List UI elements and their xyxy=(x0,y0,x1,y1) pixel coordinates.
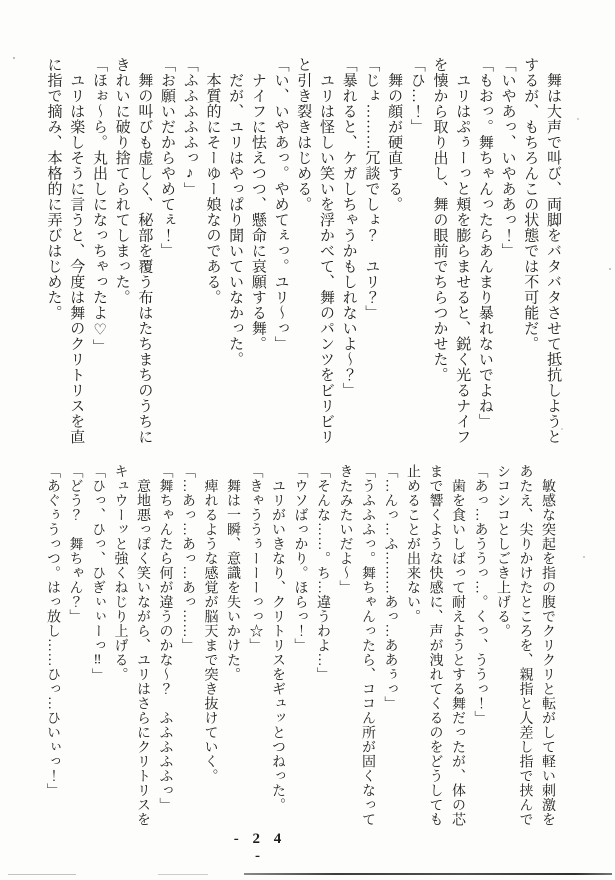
text-line: と引き裂きはじめる。 xyxy=(295,57,312,212)
text-line: キュウーッと強くねじり上げる。 xyxy=(112,464,128,682)
text-line: 「ひ…！」 xyxy=(408,57,425,135)
text-line: きれいに破り捨てられてしまった。 xyxy=(113,57,130,305)
text-line: 「うふふふっ。舞ちゃんったら、ココん所が固くなって xyxy=(360,464,375,827)
text-line: 本質的にそーゆー娘なのである。 xyxy=(204,57,221,305)
text-line: 「いやあっ、いやああっ！」 xyxy=(499,57,516,259)
scan-streak-bottom-mid xyxy=(158,874,208,875)
text-block-upper xyxy=(41,57,564,445)
text-line: 舞の顔が硬直する。 xyxy=(386,57,403,212)
text-line: 「お願いだからやめてぇ！」 xyxy=(159,57,176,259)
text-block-lower xyxy=(38,464,558,827)
text-line: 「ひっ、ひっ、ひぎぃぃーっ‼」 xyxy=(90,464,105,683)
scan-streak-bottom-left xyxy=(8,874,76,875)
text-line: に指で摘み、本格的に弄びはじめた。 xyxy=(45,57,62,321)
text-line: 敏感な突起を指の腹でクリクリと転がして軽い刺激を xyxy=(540,464,555,827)
text-line: 「ウソばっかり。ほらっ！」 xyxy=(292,464,308,653)
text-line: 意地悪っぽく笑いながら、ユリはさらにクリトリスを xyxy=(135,464,150,827)
text-line: 止めることが出来ない。 xyxy=(405,464,420,624)
page-number: - 2 4 - xyxy=(233,831,287,864)
text-line: ユリはぷぅーっと頬を膨らませると、鋭く光るナイフ xyxy=(454,57,471,445)
text-line: ナイフに怯えつつ、懸命に哀願する舞。 xyxy=(249,57,266,352)
text-line: シコシコとしごき上げる。 xyxy=(495,464,510,638)
text-line: 「舞ちゃんたら何が違うのかな〜？ ふふふふふっ」 xyxy=(157,464,173,812)
text-line: 「あっ…あううっ…。くっ、ううっ！」 xyxy=(472,464,488,725)
scan-speck xyxy=(583,556,585,558)
text-line: 「じょ………冗談でしょ？ ユリ？」 xyxy=(363,57,380,321)
text-line: 痺れるような感覚が脳天まで突き抜けていく。 xyxy=(202,464,218,783)
text-line: 「どう？ 舞ちゃん？」 xyxy=(67,464,83,624)
text-line: 「暴れると、ケガしちゃうかもしれないよ〜？」 xyxy=(340,57,357,398)
text-line: 「…あっ…あっ…あっ……」 xyxy=(180,464,195,653)
text-line: 「ほぉ〜ら。丸出しになっちゃったよ♡」 xyxy=(90,57,107,355)
text-line: 「きゃううぅーーーっっ☆」 xyxy=(247,464,263,653)
scan-speck xyxy=(609,268,611,270)
text-line: を懐から取り出し、舞の眼前でちらつかせた。 xyxy=(431,57,448,383)
text-line: 舞は一瞬、意識を失いかけた。 xyxy=(225,464,240,682)
text-line: 舞は大声で叫び、両脚をバタバタさせて抵抗しようと xyxy=(545,57,561,445)
text-line: 「…んっ…ふ………あっ…ああぅっ」 xyxy=(382,464,398,711)
text-line: ユリがいきなり、クリトリスをギュッとつねった。 xyxy=(270,464,285,812)
scan-speck xyxy=(13,57,15,59)
text-line: 舞の叫びも虚しく、秘部を覆う布はたちまちのうちに xyxy=(136,57,153,445)
scan-speck xyxy=(561,428,563,430)
text-line: 「そんな……。ち…違うわよ…」 xyxy=(315,464,330,682)
text-line: 「い、いやあっ。やめてぇっ。ユリ〜っ」 xyxy=(272,57,289,352)
text-line: 歯を食いしばって耐えようとする舞だったが、体の芯 xyxy=(450,464,465,827)
scan-streak-bottom-right xyxy=(244,873,612,875)
text-line: ユリは怪しい笑いを浮かべて、舞のパンツをビリビリ xyxy=(317,57,334,445)
scan-speck xyxy=(577,118,579,120)
text-line: 「ふふふふふっ♪」 xyxy=(181,57,198,198)
text-line: 「あぐぅうっつ。はっ放し……ひっ…ひいぃっ！」 xyxy=(45,464,60,798)
text-line: きたみたいだよ〜」 xyxy=(337,464,353,595)
text-line: だが、ユリはやっぱり聞いていなかった。 xyxy=(227,57,244,367)
text-line: 「もおっ。舞ちゃんったらあんまり暴れないでよね」 xyxy=(476,57,493,429)
text-line: するが、もちろんこの状態では不可能だ。 xyxy=(522,57,539,352)
text-line: まで響くような快感に、声が洩れてくるのをどうしても xyxy=(427,464,443,827)
text-line: ユリは楽しそうに言うと、今度は舞のクリトリスを直 xyxy=(68,57,85,445)
text-line: あたえ、尖りかけたところを、親指と人差し指で挟んで xyxy=(517,464,533,827)
